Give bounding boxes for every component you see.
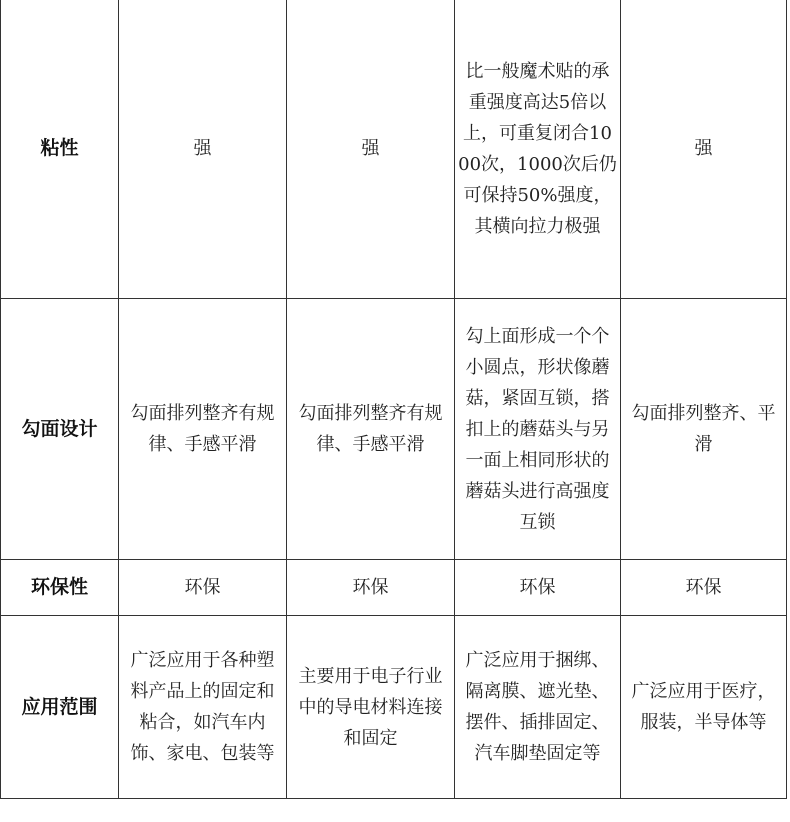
cell-hook-design-col1: 勾面排列整齐有规律、手感平滑 <box>119 299 287 560</box>
cell-adhesion-col4: 强 <box>621 0 787 299</box>
row-header-hook-design: 勾面设计 <box>1 299 119 560</box>
cell-hook-design-col3: 勾上面形成一个个小圆点，形状像蘑菇，紧固互锁，搭扣上的蘑菇头与另一面上相同形状的蘑菇头进行高强度互锁 <box>455 299 621 560</box>
row-header-application: 应用范围 <box>1 616 119 799</box>
cell-application-col2: 主要用于电子行业中的导电材料连接和固定 <box>287 616 455 799</box>
cell-adhesion-col3: 比一般魔术贴的承重强度高达5倍以上，可重复闭合1000次，1000次后仍可保持50%强度，其横向拉力极强 <box>455 0 621 299</box>
table-row-application <box>1 616 787 799</box>
cell-application-col4: 广泛应用于医疗，服装，半导体等 <box>621 616 787 799</box>
row-header-adhesion: 粘性 <box>1 0 119 299</box>
cell-hook-design-col4: 勾面排列整齐、平滑 <box>621 299 787 560</box>
cell-adhesion-col1: 强 <box>119 0 287 299</box>
cell-eco-col2: 环保 <box>287 560 455 616</box>
cell-adhesion-col2: 强 <box>287 0 455 299</box>
cell-eco-col1: 环保 <box>119 560 287 616</box>
table-row-hook-design <box>1 299 787 560</box>
cell-eco-col3: 环保 <box>455 560 621 616</box>
cell-application-col1: 广泛应用于各种塑料产品上的固定和粘合，如汽车内饰、家电、包装等 <box>119 616 287 799</box>
row-header-eco: 环保性 <box>1 560 119 616</box>
table-row-adhesion <box>1 0 787 299</box>
table-row-eco <box>1 560 787 616</box>
cell-eco-col4: 环保 <box>621 560 787 616</box>
cell-hook-design-col2: 勾面排列整齐有规律、手感平滑 <box>287 299 455 560</box>
cell-application-col3: 广泛应用于捆绑、隔离膜、遮光垫、摆件、插排固定、汽车脚垫固定等 <box>455 616 621 799</box>
